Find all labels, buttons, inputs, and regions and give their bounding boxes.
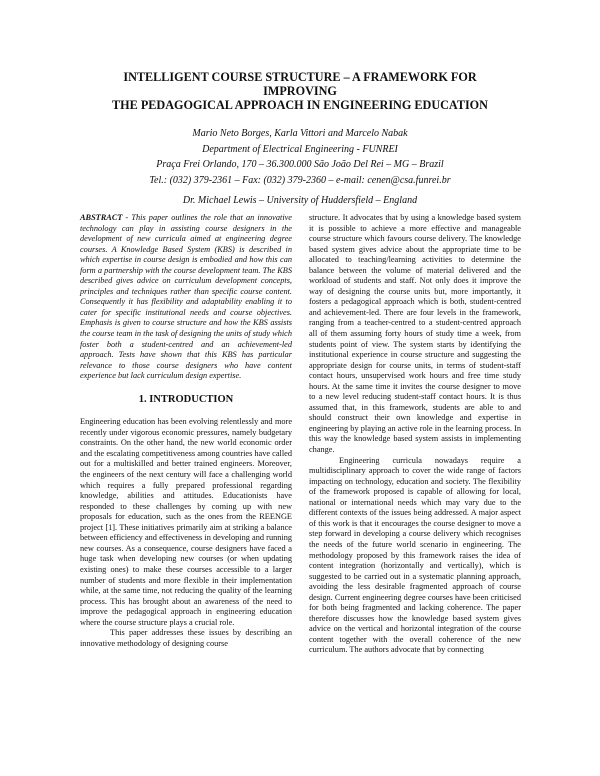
abstract-label: ABSTRACT - [80, 213, 129, 222]
abstract-text: This paper outlines the role that an innovative technology can play in assisting course designers in the development of new curricula aimed at engineering degree courses. A Knowledge Based System (KBS) is described in which expertise in course design is embodied and how this can form a partnership with the course development team. The KBS described gives advice on curriculum development concepts, principles and techniques rather than specific course content. Consequently it has flexibility and adaptability enabling it to cater for specific institutional needs and course objectives. Emphasis is given to course structure and how the KBS assists the course team in the task of designing the units of study which foster both a student-centred and an achievement-led approach. Tests have shown that this KBS has particular relevance to those course designers who have content experience but lack curriculum design expertise. [80, 213, 293, 381]
author-block [40, 126, 560, 209]
left-column [80, 213, 292, 649]
right-paragraph-2: Engineering curricula nowadays require a multidisciplinary approach to cover the wide range of factors impacting on technology, education and society. The flexibility of the framework proposed is capable of allowing for local, national or international needs which may vary due to the different contexts of the issues being addressed. A major aspect of this work is that it encourages the course designer to move a step forward in developing a course delivery which recognises the needs of the future world scenario in engineering. The methodology proposed by this framework raises the idea of content integration (horizontally and vertically), which is suggested to be carried out in a systematic planning approach, avoiding the less desirable fragmented approach of course design. Current engineering degree courses have been criticised for both being fragmented and lacking coherence. The paper therefore discusses how the knowledge based system gives advice on the vertical and horizontal integration of the course content together with the overall coherence of the new curriculum. The authors advocate that by connecting [309, 455, 521, 655]
right-column [309, 213, 521, 656]
paper-title [60, 70, 540, 112]
second-author: Dr. Michael Lewis – University of Huddersfield – England [182, 195, 418, 206]
author-address: Praça Frei Orlando, 170 – 36.300.000 São João Del Rei – MG – Brazil [156, 159, 444, 170]
author-department: Department of Electrical Engineering - FUNREI [202, 143, 398, 155]
abstract [80, 213, 292, 382]
author-names: Mario Neto Borges, Karla Vittori and Marcelo Nabak [192, 128, 408, 139]
intro-paragraph-2: This paper addresses these issues by describing an innovative methodology of designing course [80, 628, 292, 648]
title-line-3: THE PEDAGOGICAL APPROACH IN ENGINEERING EDUCATION [112, 98, 488, 112]
right-paragraph-1: structure. It advocates that by using a knowledge based system it is possible to achieve a more effective and manageable course structure which favours course delivery. The knowledge based system gives advice about the appropriate time to be allocated to teaching/learning activities to determine the balance between the volume of material delivered and the workload of students and staff. Not only does it improve the way of designing the course units but, more importantly, it fosters a pedagogical approach which is both, student-centred and achievement-led. There are four levels in the framework, ranging from a teacher-centred to a student-centred approach all of them assuming forty hours of study time a week, from students point of view. The system starts by identifying the institutional experience in course structure and suggesting the appropriate design for course units, in terms of student-staff contact hours, unsupervised work hours and free time study hours. At the same time it invites the course designer to move to a new level reducing student-staff contact hours. It is thus assumed that, in this framework, students are able to and should construct their own knowledge and expertise in engineering by playing an active role in the learning process. In this way the knowledge based system assists in implementing change. [309, 213, 521, 455]
section-heading-introduction: 1. INTRODUCTION [138, 393, 234, 405]
author-contact: Tel.: (032) 379-2361 – Fax: (032) 379-2360 – e-mail: cenen@csa.funrei.br [149, 174, 451, 186]
title-line-1: INTELLIGENT COURSE STRUCTURE – A FRAMEWORK FOR [123, 70, 477, 84]
intro-paragraph-1: Engineering education has been evolving relentlessly and more recently under vigorous economic pressures, namely budgetary constraints. On the other hand, the new world economic order and the escalating competitiveness among countries have called out for a multiskilled and better trained engineers. Moreover, the engineers of the next century will face a challenging world which requires a fully prepared professional regarding knowledge, abilities and attitudes. Educationists have responded to these challenges by coming up with new proposals for education, such as the ones from the REENGE project [1]. These initiatives primarily aim at striking a balance between efficiency and effectiveness in developing and running new courses. As a consequence, course designers have faced a huge task when developing new courses (or when updating existing ones) to make these courses accessible to a larger number of students and more flexible in their implementation while, at the same time, not reducing the quality of the learning process. This has brought about an awareness of the need to improve the pedagogical approach in engineering education where the course structure plays a crucial role. [80, 417, 292, 627]
title-line-2: IMPROVING [263, 84, 337, 98]
